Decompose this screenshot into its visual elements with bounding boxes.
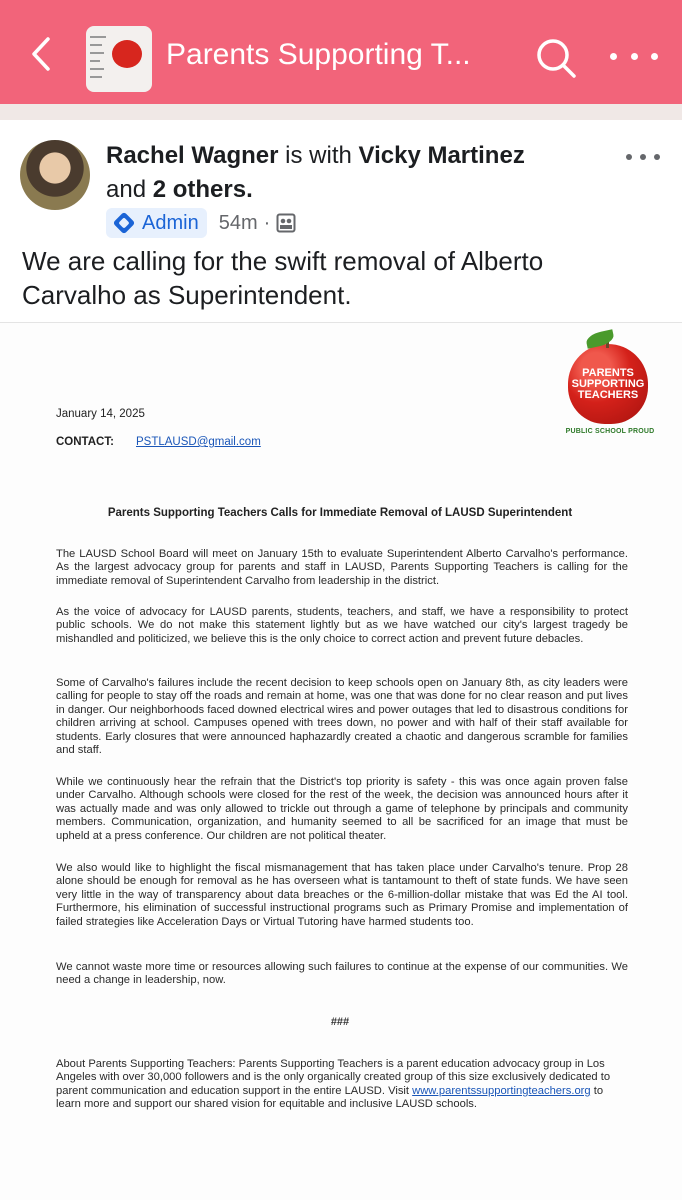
group-audience-icon	[276, 213, 296, 233]
about-paragraph	[56, 1058, 628, 1112]
author-name[interactable]: Rachel Wagner	[106, 142, 279, 169]
release-date: January 14, 2025	[56, 408, 145, 420]
search-button[interactable]	[534, 36, 578, 80]
post-options-button[interactable]	[626, 150, 660, 164]
back-button[interactable]	[24, 34, 58, 74]
contact-email: PSTLAUSD@gmail.com	[136, 436, 261, 448]
about-text: About Parents Supporting Teachers: Parents Supporting Teachers is a parent education advocacy group in Los Angeles with over 30,000 followers and is the only organically created group of this size exclusively dedicated to parent communication and education support in the entire LAUSD. Visit	[56, 1058, 611, 1097]
post-author-line	[106, 139, 606, 207]
section-divider	[0, 104, 682, 120]
meta-separator: ·	[263, 211, 271, 234]
author-avatar[interactable]	[20, 140, 90, 210]
group-header-bar	[0, 0, 682, 104]
release-heading: Parents Supporting Teachers Calls for Immediate Removal of LAUSD Superintendent	[107, 507, 573, 519]
post-meta	[106, 208, 296, 238]
release-paragraph: We also would like to highlight the fiscal mismanagement that has taken place under Carvalho's tenure. Prop 28 alone should be enough for removal as he has overseen what is tantamount to theft of state funds. We have seen very little in the way of transparency about data breaches or the 6-million-dollar mistake that was Ed the AI tool. Furthermore, his elimination of successful instructional programs such as Primary Promise and implementation of failed strategies like Acceleration Days or Virtual Tutoring have harmed students too.	[56, 862, 628, 928]
admin-badge[interactable]	[106, 208, 207, 238]
release-paragraph: As the voice of advocacy for LAUSD parents, students, teachers, and staff, we have a responsibility to protect public schools. We do not make this statement lightly but as we have watched our city's largest tragedy be mishandled and politicized, we believe this is the only choice to correct action and prevent future debacles.	[56, 606, 628, 645]
admin-diamond-icon	[113, 212, 136, 235]
end-mark: ###	[330, 1016, 350, 1028]
about-text-end: to learn more and support our shared vision for equitable and inclusive LAUSD schools.	[56, 1084, 604, 1111]
search-icon	[534, 36, 578, 80]
apple-logo-icon	[112, 40, 142, 68]
tagged-name[interactable]: Vicky Martinez	[358, 142, 525, 169]
website-link: www.parentssupportingteachers.org	[412, 1084, 591, 1097]
others-link[interactable]: 2 others	[152, 176, 247, 203]
group-avatar[interactable]	[86, 26, 152, 92]
group-title[interactable]: Parents Supporting T...	[166, 38, 471, 71]
admin-label: Admin	[142, 211, 199, 234]
chevron-left-icon	[30, 36, 52, 72]
release-paragraph: We cannot waste more time or resources allowing such failures to continue at the expense of our communities. We need a change in leadership, now.	[56, 961, 628, 987]
logo-wordmark: PARENTS SUPPORTING TEACHERS	[571, 367, 645, 401]
contact-label: CONTACT:	[56, 436, 114, 448]
logo-tagline: PUBLIC SCHOOL PROUD	[565, 428, 655, 435]
pst-logo	[562, 330, 658, 440]
more-horizontal-icon	[626, 154, 632, 160]
release-paragraph: Some of Carvalho's failures include the recent decision to keep schools open on January 8th, as city leaders were calling for people to stay off the roads and remain at home, was one that was done for no clear reason and put lives in danger. Our neighborhoods faced downed electrical wires and power outages that led to disastrous conditions for children arriving at school. Campuses opened with trees down, no power and with half of their staff available for students. Early closures that were announced haphazardly created a chaotic and dangerous scramble for families and staff.	[56, 677, 628, 757]
post-body-text: We are calling for the swift removal of Alberto Carvalho as Superintendent.	[22, 246, 544, 310]
more-options-button[interactable]	[610, 44, 658, 68]
with-text: is with	[278, 142, 359, 169]
release-paragraph: While we continuously hear the refrain that the District's top priority is safety - this was once again proven false under Carvalho. Although schools were closed for the rest of the week, the decision was announced hours after it was actually made and was only allowed to trickle out through a game of telephone by principals and community members. Communication, organization, and humanity seemed to all be sacrificed for an image that must be upheld at a press conference. Our children are not political theater.	[56, 776, 628, 842]
post-time[interactable]: 54m	[218, 211, 258, 234]
more-horizontal-icon	[610, 53, 617, 60]
release-paragraph: The LAUSD School Board will meet on January 15th to evaluate Superintendent Alberto Carvalho's performance. As the largest advocacy group for parents and staff in LAUSD, Parents Supporting Teachers is calling for the immediate removal of Superintendent Carvalho from leadership in the district.	[56, 548, 628, 587]
and-text: and	[106, 176, 153, 203]
period: .	[246, 176, 253, 203]
